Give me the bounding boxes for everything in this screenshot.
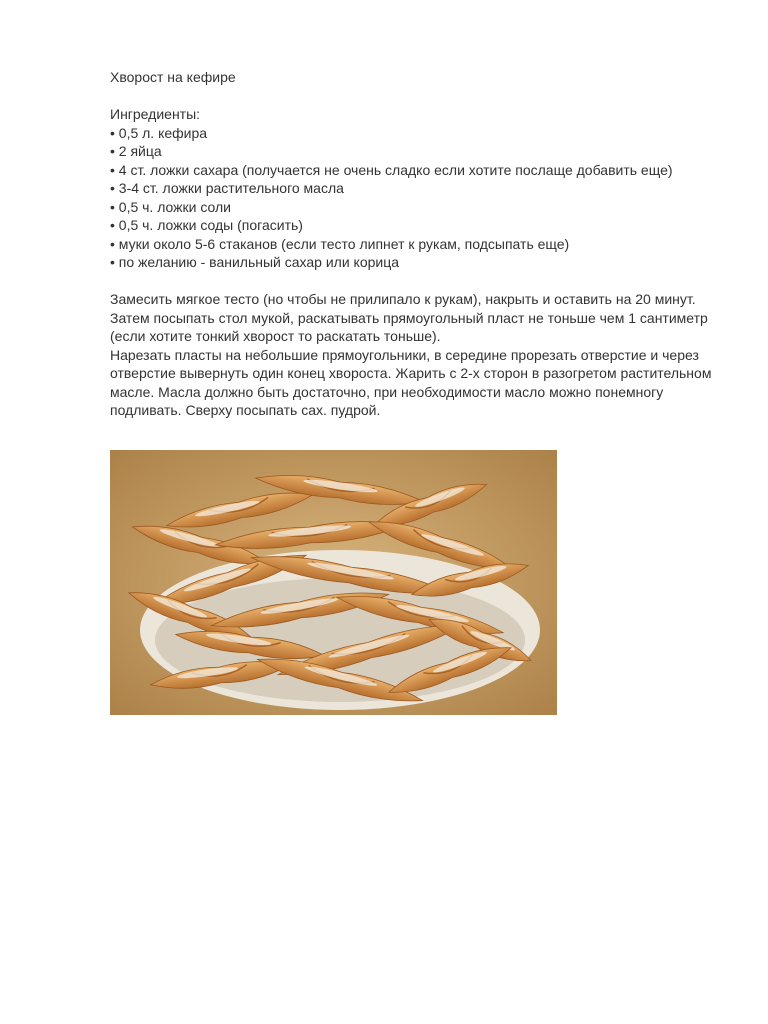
recipe-photo	[110, 450, 557, 715]
ingredient-item: • 4 ст. ложки сахара (получается не очень сладко если хотите послаще добавить еще)	[110, 161, 673, 178]
ingredients-list	[110, 124, 730, 272]
instruction-paragraph: Затем посыпать стол мукой, раскатывать прямоугольный пласт не тоньше чем 1 сантиметр (если хотите тонкий хворост то раскатать тоньше).	[110, 309, 708, 344]
khvorost-pastry-illustration	[110, 450, 557, 715]
ingredient-item: • 2 яйца	[110, 143, 162, 159]
instruction-paragraph: Нарезать пласты на небольшие прямоугольники, в середине прорезать отверстие и через отверстие вывернуть один конец хвороста. Жарить с 2-х сторон в разогретом растительном масле. Масла должно быть достаточно, при необходимости масло можно понемногу подливать. Сверху посыпать сах. пудрой.	[110, 346, 712, 418]
instruction-paragraph: Замесить мягкое тесто (но чтобы не прилипало к рукам), накрыть и оставить на 20 минут.	[110, 291, 696, 307]
ingredient-item: • 3-4 ст. ложки растительного масла	[110, 180, 344, 196]
ingredient-item: • 0,5 ч. ложки соли	[110, 198, 231, 215]
recipe-title: Хворост на кефире	[110, 69, 236, 85]
ingredients-label: Ингредиенты:	[110, 106, 201, 122]
ingredient-item: • 0,5 ч. ложки соды (погасить)	[110, 217, 303, 233]
ingredient-item: • 0,5 л. кефира	[110, 124, 208, 141]
ingredient-item: • муки около 5-6 стаканов (если тесто липнет к рукам, подсыпать еще)	[110, 235, 570, 252]
ingredient-item: • по желанию - ванильный сахар или корица	[110, 254, 400, 270]
recipe-document	[110, 68, 730, 420]
